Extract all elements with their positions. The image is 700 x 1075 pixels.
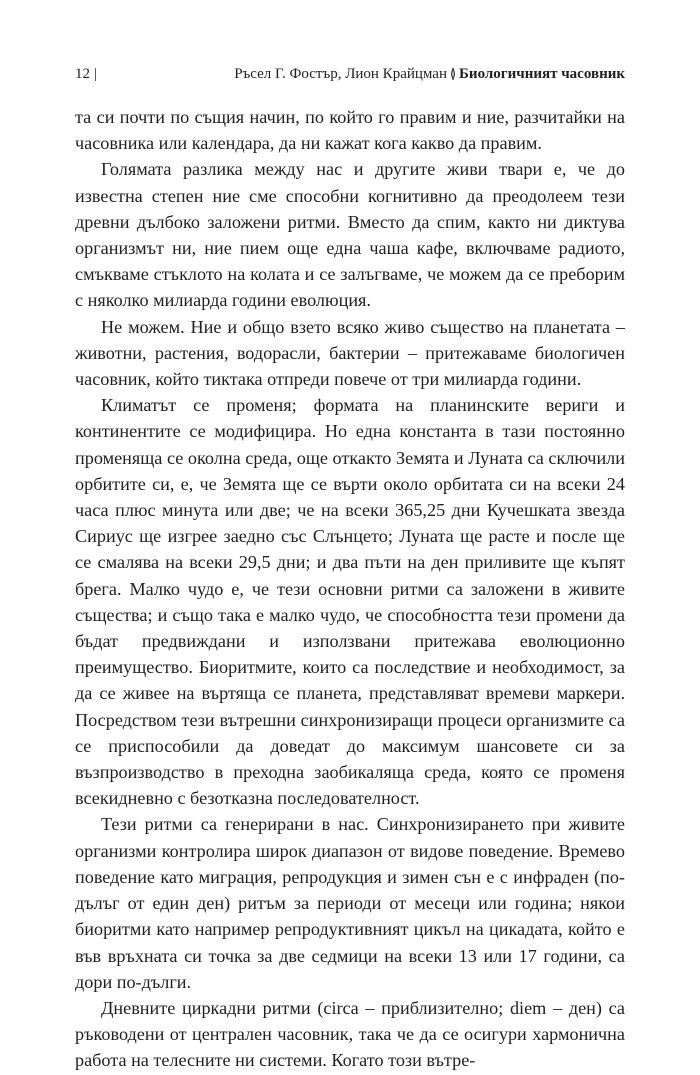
- header-right: [234, 64, 625, 84]
- paragraph-1: та си почти по същия начин, по който го правим и ние, разчитайки на часовника или календара, да ни кажат кога какво да правим.: [75, 107, 625, 154]
- paragraph-5: Тези ритми са генерирани в нас. Синхронизирането при живите организми контролира широк диапазон от видове поведение. Времево поведение като миграция, репродукция и зимен сън е с инфраден (по-дълъг от един ден) ритъм за периоди от месеци или година; някои биоритми като например репродуктивният цикъл на цикадата, който е във връхната си точка за две седмици на всеки 13 или 17 години, са дори по-дълги.: [75, 814, 625, 992]
- page-number-value: 12: [75, 66, 90, 82]
- paragraph-3: Не можем. Ние и общо взето всяко живо същество на планетата – животни, растения, водорасли, бактерии – притежаваме биологичен часовник, който тиктака отпреди повече от три милиарда години.: [75, 316, 625, 390]
- header-separator: ≬: [449, 66, 457, 81]
- header-authors: Ръсел Г. Фостър, Лион Крайцман: [234, 66, 447, 82]
- body-text: [75, 104, 625, 1074]
- page-number-bar: |: [94, 66, 98, 82]
- header-book-title: Биологичният часовник: [459, 66, 625, 82]
- paragraph-6: Дневните циркадни ритми (circa – приблизително; diem – ден) са ръководени от централен часовник, така че да се осигури хармонична работа на телесните ни системи. Когато този вътре-: [75, 997, 625, 1071]
- running-head: [75, 64, 625, 88]
- paragraph-2: Голямата разлика между нас и другите живи твари е, че до известна степен ние сме способни когнитивно да преодолеем тези древни дълбоко заложени ритми. Вместо да спим, както ни диктува организмът ни, ние пием още една чаша кафе, включваме радиото, смъкваме стъклото на колата и се залъгваме, че можем да се преборим с няколко милиарда години еволюция.: [75, 159, 625, 311]
- paragraph-4: Климатът се променя; формата на планинските вериги и континентите се модифицира. Но една константа в тази постоянно променяща се околна среда, още откакто Земята и Луната са сключили орбитите си, е, че Земята ще се върти около орбитата си на всеки 24 часа плюс минута или две; че на всеки 365,25 дни Кучешката звезда Сириус ще изгрее заедно със Слънцето; Луната ще расте и после ще се смалява на всеки 29,5 дни; и два пъти на ден приливите ще къпят брега. Малко чудо е, че тези основни ритми са заложени в живите същества; и също така е малко чудо, че способността тези промени да бъдат предвиждани и използвани притежава еволюционно преимущество. Биоритмите, които са последствие и необходимост, за да се живее на въртяща се планета, представляват времеви маркери. Посредством тези вътрешни синхронизиращи процеси организмите са се приспособили да доведат до максимум шансовете си за възпроизводство в преходна заобикаляща среда, която се променя всекидневно с безотказна последователност.: [75, 395, 625, 809]
- page-number: [75, 64, 97, 84]
